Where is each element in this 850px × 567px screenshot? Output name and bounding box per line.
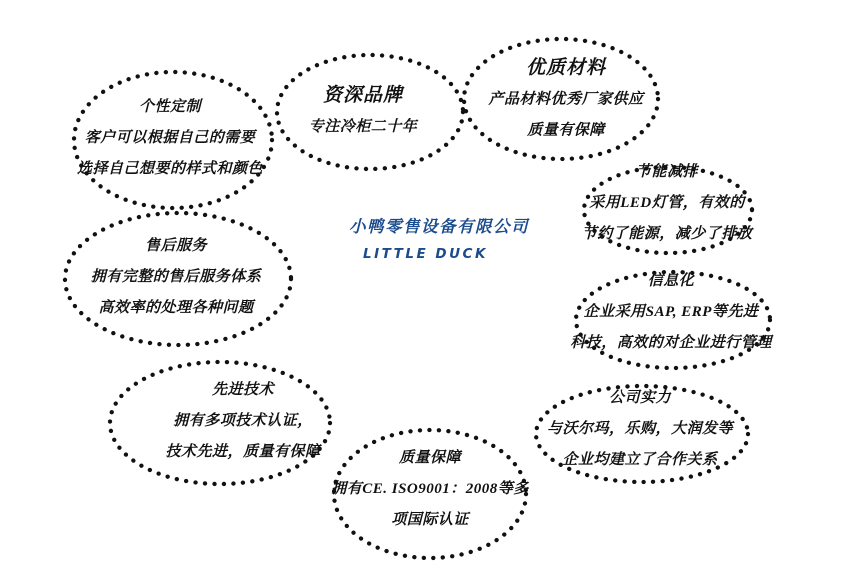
bubble-title: 先进技术 (211, 381, 275, 398)
bubble-energy-saving (582, 157, 753, 249)
bubble-title: 公司实力 (608, 389, 672, 406)
company-name-en: LITTLE DUCK (363, 246, 488, 262)
bubble-line: 科技，高效的对企业进行管理 (570, 334, 772, 351)
bubble-title: 资深品牌 (322, 85, 404, 106)
bubble-line: 技术先进，质量有保障 (165, 443, 321, 460)
bubble-line: 选择自己想要的样式和颜色 (76, 160, 264, 177)
company-logo-text (349, 213, 529, 262)
bubble-line: 拥有完整的售后服务体系 (90, 268, 262, 285)
bubble-quality (331, 443, 529, 535)
bubble-company-strength (547, 383, 733, 475)
bubble-title: 信息化 (647, 272, 695, 289)
bubble-line: 企业均建立了合作关系 (562, 451, 718, 468)
bubble-line: 产品材料优秀厂家供应 (488, 91, 644, 108)
bubble-line: 质量有保障 (527, 122, 605, 139)
company-name-cn: 小鸭零售设备有限公司 (349, 217, 529, 236)
bubble-line: 企业采用SAP, ERP等先进 (583, 303, 759, 320)
bubble-title: 售后服务 (144, 237, 208, 254)
bubble-line: 拥有CE. ISO9001：2008等多 (331, 480, 529, 497)
bubble-technology (165, 375, 320, 467)
bubble-line: 与沃尔玛，乐购，大润发等 (546, 420, 734, 437)
bubble-line: 采用LED灯管，有效的 (589, 194, 745, 211)
bubble-informatization (570, 266, 772, 358)
bubble-line: 拥有多项技术认证， (173, 412, 313, 429)
bubble-line: 节约了能源，减少了排放 (581, 225, 753, 242)
bubble-title: 质量保障 (398, 449, 461, 466)
bubble-line: 专注冷柜二十年 (308, 119, 418, 136)
bubble-after-sales (91, 231, 262, 323)
bubble-materials (488, 52, 643, 147)
bubble-title: 个性定制 (138, 98, 202, 115)
bubble-line: 高效率的处理各种问题 (98, 299, 254, 316)
bubble-line: 项国际认证 (391, 511, 469, 528)
bubble-brand-seniority (309, 79, 418, 143)
bubble-title: 节能减排 (635, 163, 699, 180)
bubble-title: 优质材料 (525, 57, 607, 79)
bubble-personalization (77, 92, 263, 184)
bubble-line: 客户可以根据自己的需要 (84, 129, 256, 146)
